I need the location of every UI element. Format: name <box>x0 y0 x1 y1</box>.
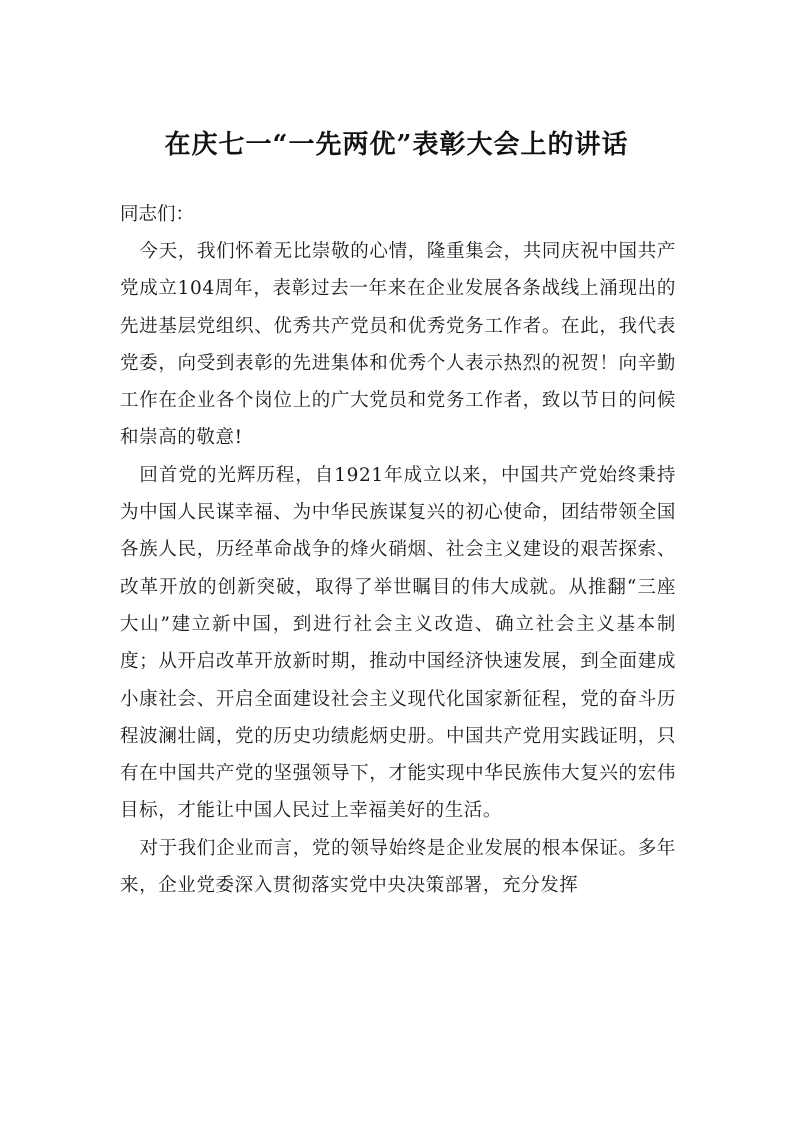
salutation: 同志们： <box>120 204 195 225</box>
paragraph: 今天，我们怀着无比崇敬的心情，隆重集会，共同庆祝中国共产党成立104周年，表彰过去一年来在企业发展各条战线上涌现出的先进基层党组织、优秀共产党员和优秀党务工作者。在此，我代表党委，向受到表彰的先进集体和优秀个人表示热烈的祝贺！向辛勤工作在企业各个岗位上的广大党员和党务工作者，致以节日的问候和崇高的敬意! <box>120 241 676 449</box>
paragraph: 对于我们企业而言，党的领导始终是企业发展的根本保证。多年来，企业党委深入贯彻落实党中央决策部署，充分发挥 <box>120 837 676 897</box>
document-title: 在庆七一“一先两优”表彰大会上的讲话 <box>164 130 629 160</box>
paragraph: 回首党的光辉历程，自1921年成立以来，中国共产党始终秉持为中国人民谋幸福、为中华民族谋复兴的初心使命，团结带领全国各族人民，历经革命战争的烽火硝烟、社会主义建设的艰苦探索、改革开放的创新突破，取得了举世瞩目的伟大成就。从推翻“三座大山”建立新中国，到进行社会主义改造、确立社会主义基本制度；从开启改革开放新时期，推动中国经济快速发展，到全面建成小康社会、开启全面建设社会主义现代化国家新征程，党的奋斗历程波澜壮阔，党的历史功绩彪炳史册。中国共产党用实践证明，只有在中国共产党的坚强领导下，才能实现中华民族伟大复兴的宏伟目标，才能让中国人民过上幸福美好的生活。 <box>120 464 676 822</box>
document-body <box>120 233 676 904</box>
